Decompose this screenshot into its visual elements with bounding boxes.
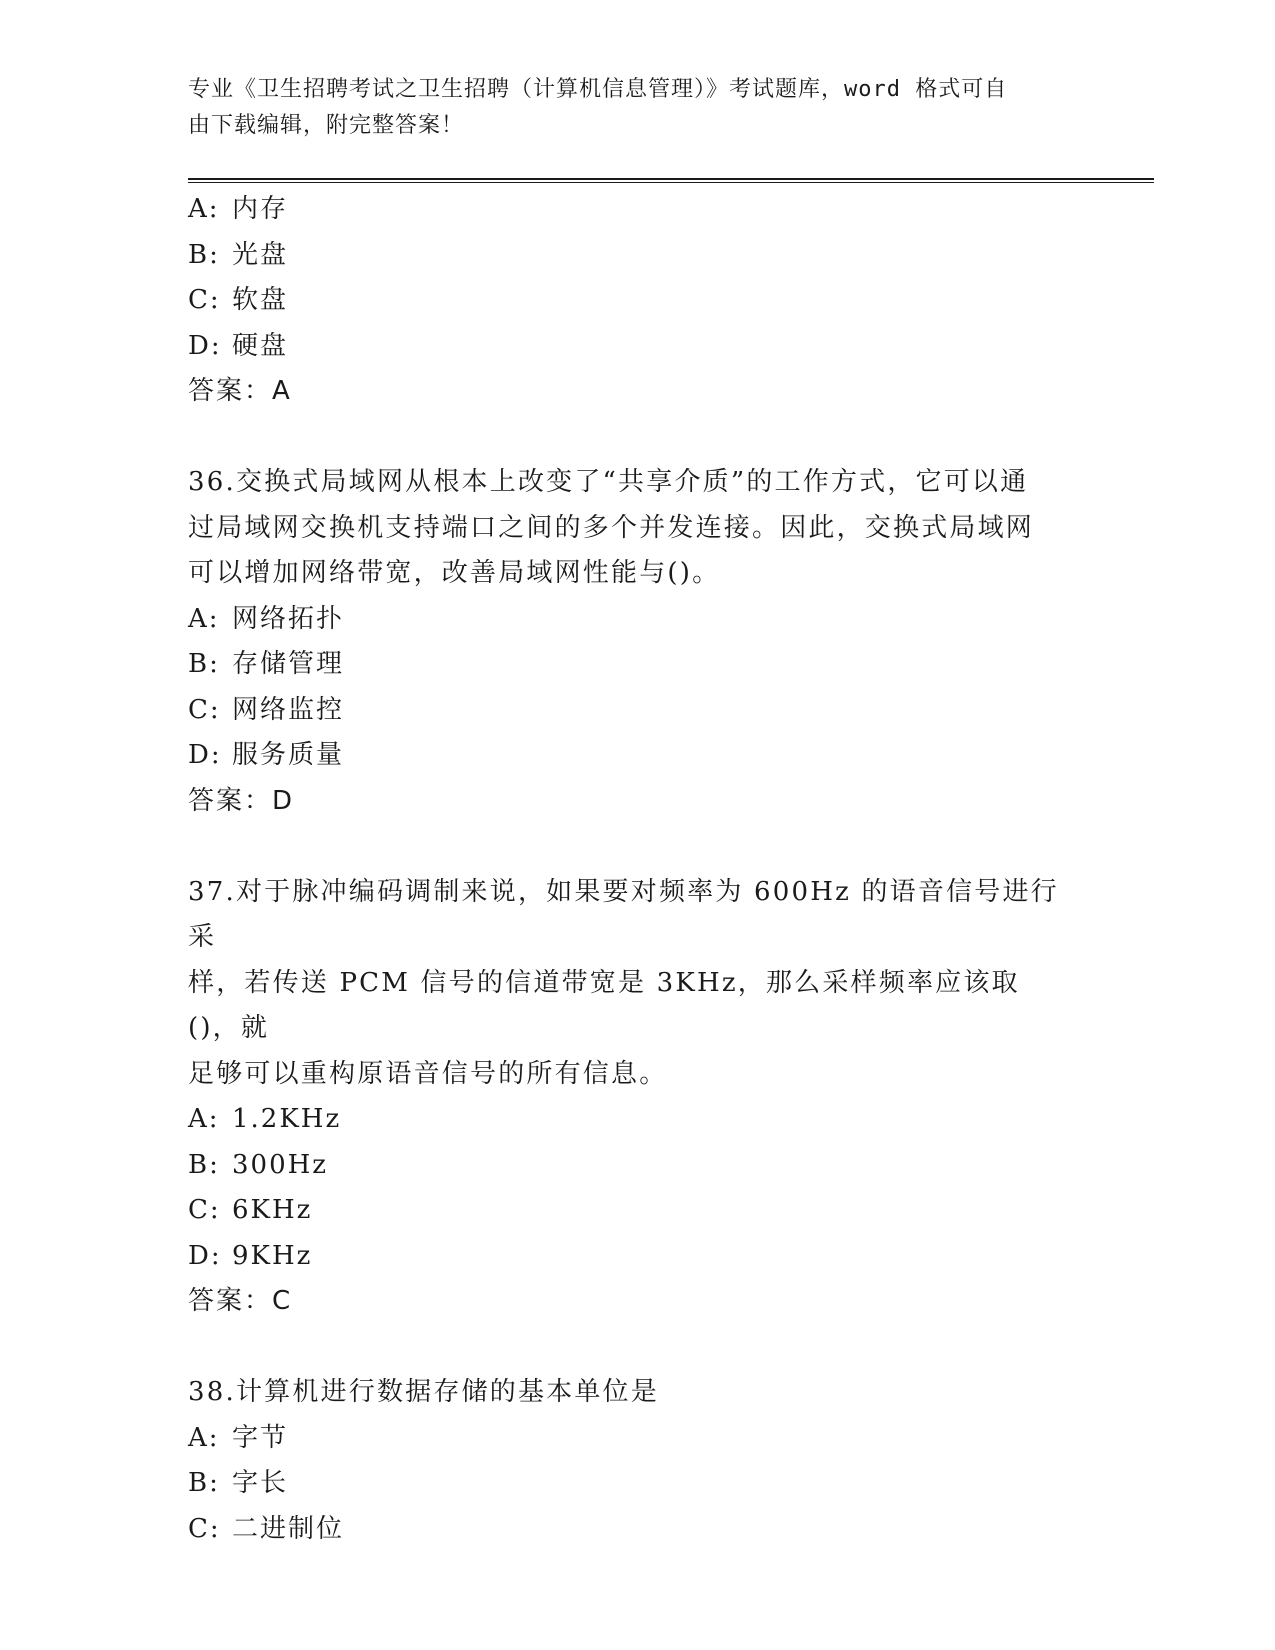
option-b: B: 光盘 — [188, 239, 289, 270]
question-text-line: 36.交换式局域网从根本上改变了“共享介质”的工作方式，它可以通 — [188, 467, 1029, 497]
option-c: C: 软盘 — [188, 285, 289, 315]
option-c: C: 二进制位 — [188, 1513, 345, 1544]
option-c: C: 6KHz — [188, 1195, 313, 1225]
option-b: B: 字长 — [188, 1468, 289, 1498]
question-text-line: 38.计算机进行数据存储的基本单位是 — [188, 1377, 659, 1407]
document-header — [188, 72, 1068, 144]
question-block-35 — [188, 187, 1088, 415]
option-a: A: 内存 — [188, 194, 289, 224]
question-text-line: 37.对于脉冲编码调制来说，如果要对频率为 600Hz 的语音信号进行采 — [188, 876, 1059, 952]
option-c: C: 网络监控 — [188, 694, 345, 725]
option-a: A: 网络拓扑 — [188, 603, 345, 634]
answer-line: 答案：A — [188, 376, 292, 406]
header-divider — [188, 178, 1154, 183]
answer-line: 答案：C — [188, 1286, 293, 1316]
question-list — [188, 187, 1088, 1552]
question-block-37 — [188, 870, 1088, 1325]
header-line-2: 由下载编辑，附完整答案！ — [188, 113, 465, 138]
answer-line: 答案：D — [188, 785, 295, 816]
option-d: D: 9KHz — [188, 1240, 313, 1271]
option-a: A: 字节 — [188, 1422, 289, 1453]
question-text-line: 样，若传送 PCM 信号的信道带宽是 3KHz，那么采样频率应该取()，就 — [188, 967, 1020, 1043]
option-a: A: 1.2KHz — [188, 1104, 342, 1134]
header-line-1: 专业《卫生招聘考试之卫生招聘（计算机信息管理）》考试题库，word 格式可自 — [188, 77, 1008, 102]
option-b: B: 300Hz — [188, 1149, 328, 1180]
question-block-38 — [188, 1370, 1088, 1552]
question-block-36 — [188, 460, 1088, 824]
question-text-line: 过局域网交换机支持端口之间的多个并发连接。因此，交换式局域网 — [188, 512, 1035, 543]
option-b: B: 存储管理 — [188, 649, 345, 679]
option-d: D: 服务质量 — [188, 740, 345, 770]
option-d: D: 硬盘 — [188, 330, 289, 361]
question-text-line: 可以增加网络带宽，改善局域网性能与()。 — [188, 558, 721, 588]
question-text-line: 足够可以重构原语音信号的所有信息。 — [188, 1058, 668, 1089]
